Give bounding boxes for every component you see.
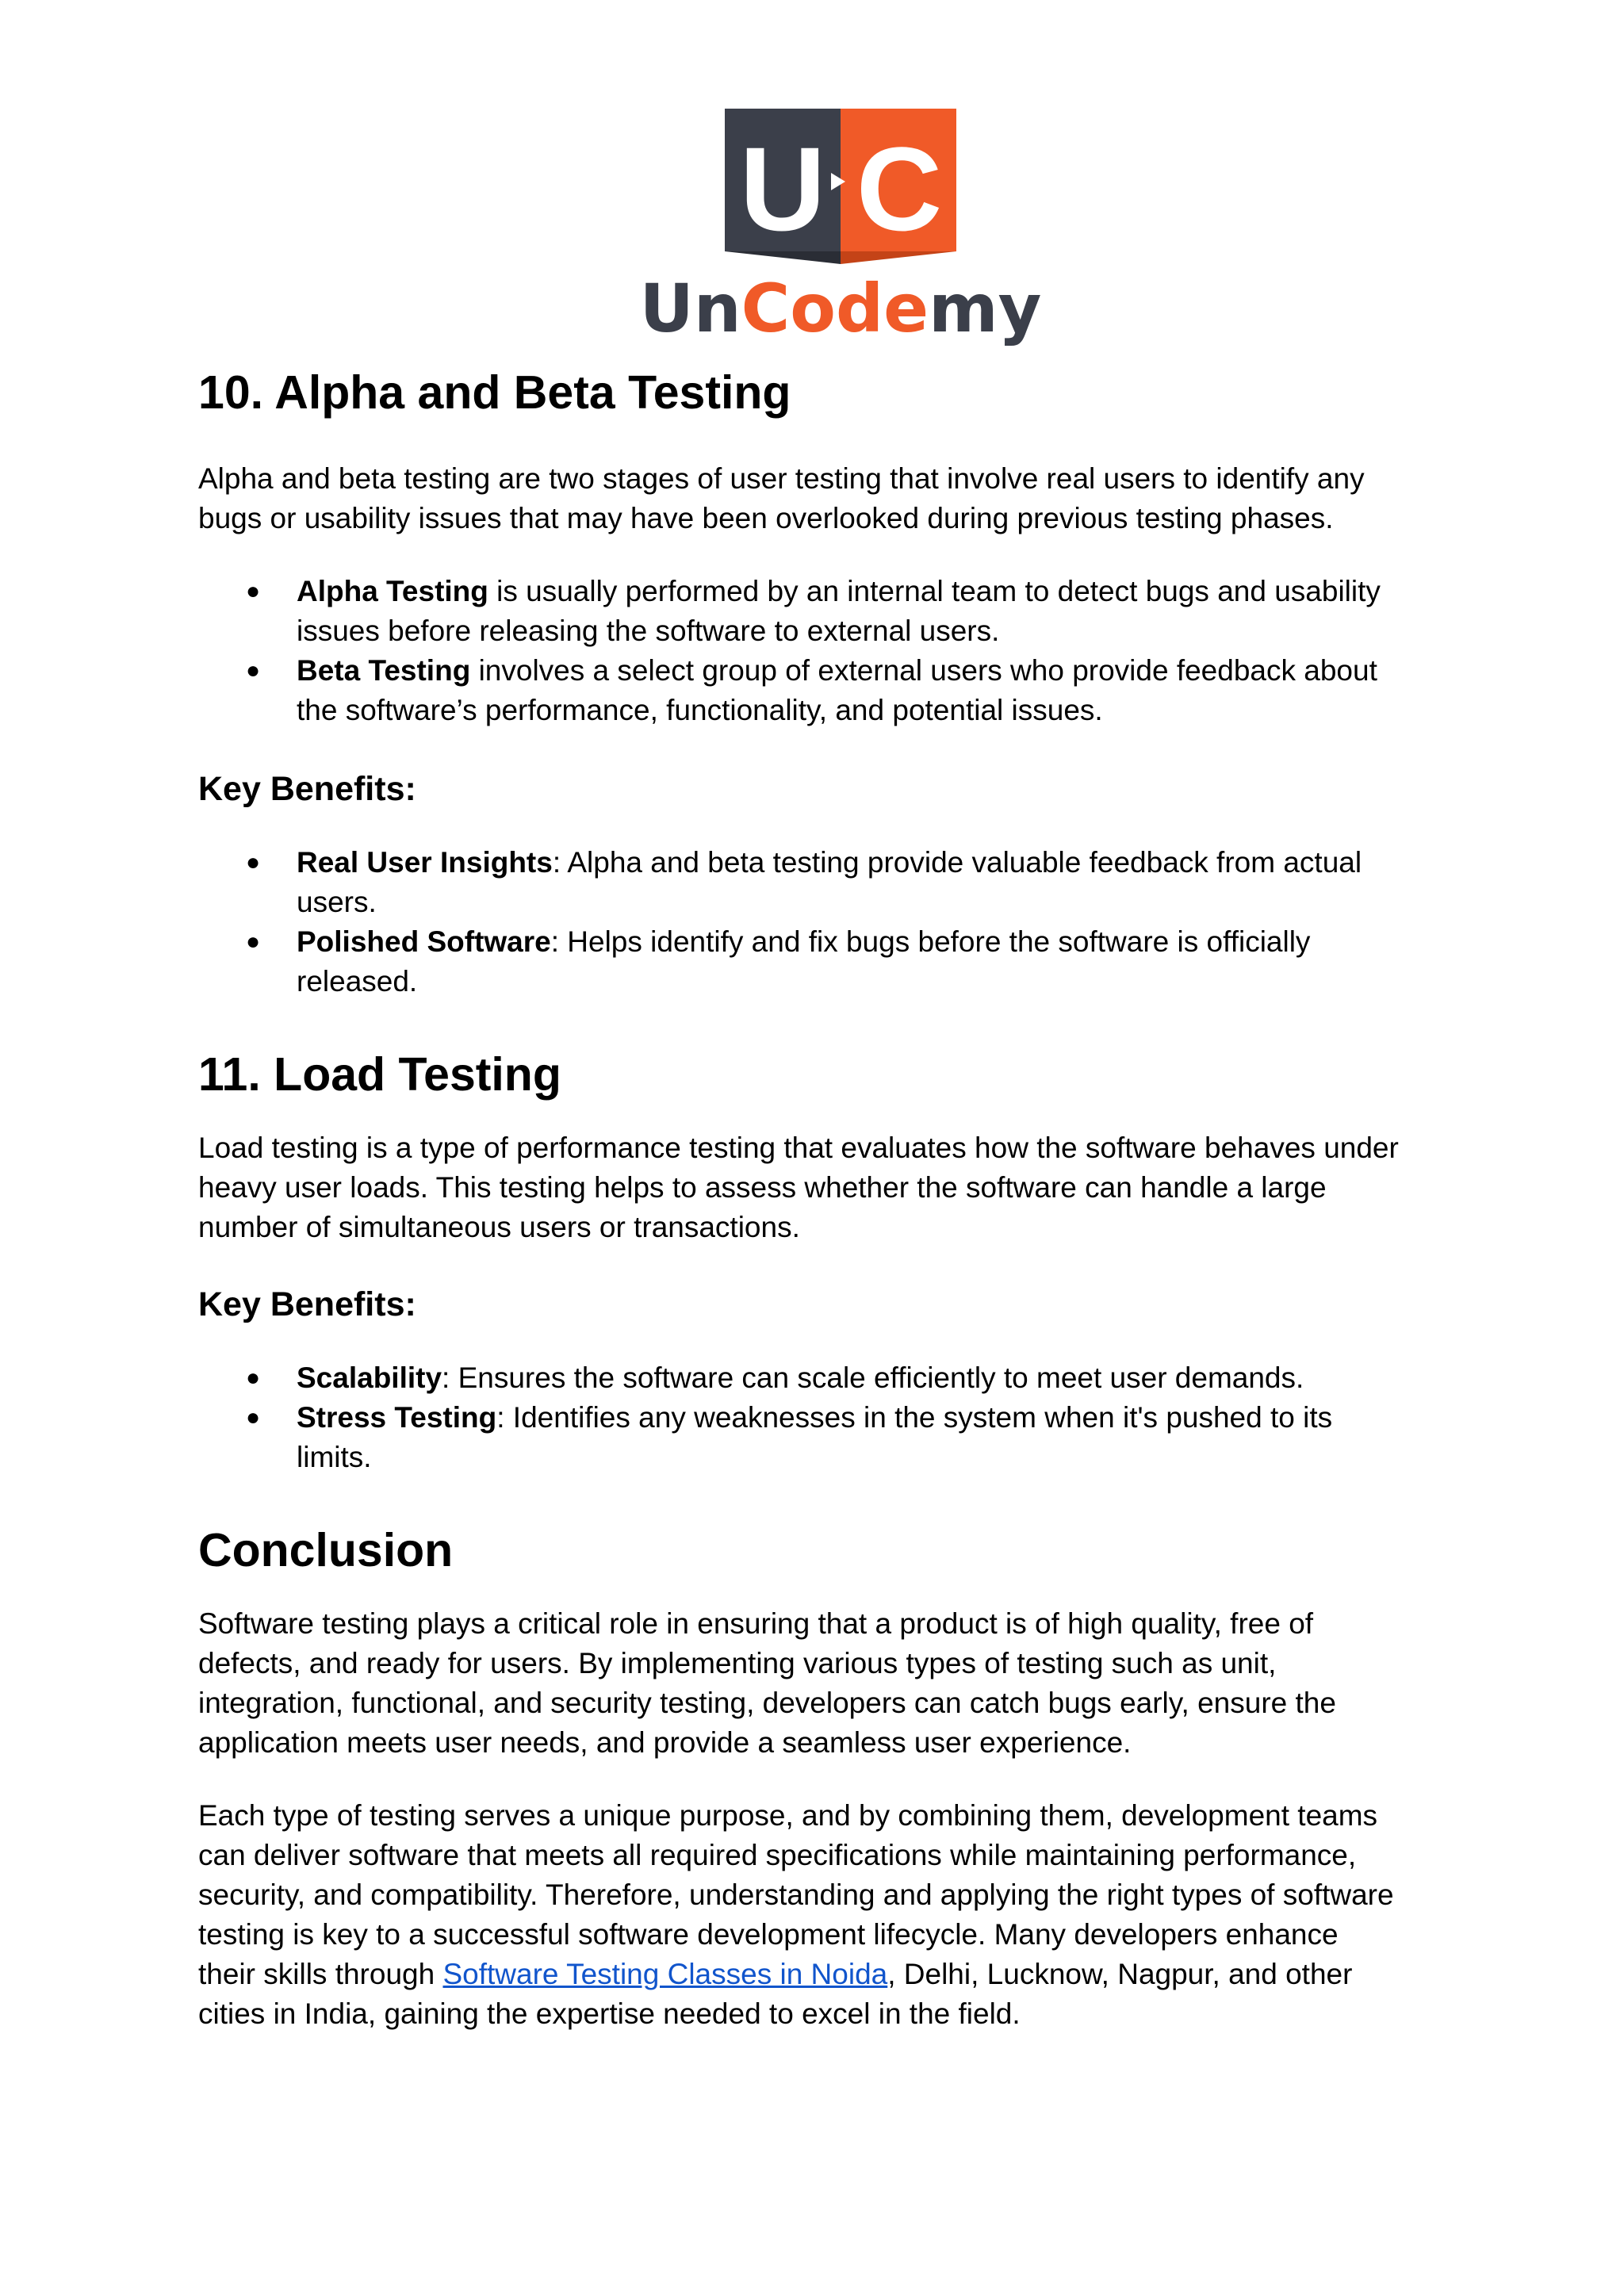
list-item bbox=[198, 1358, 1451, 1398]
list-item-text: is usually performed by an internal team to detect bugs and usability bbox=[488, 575, 1381, 607]
list-item-text: released. bbox=[297, 965, 418, 998]
conclusion-heading: Conclusion bbox=[198, 1524, 454, 1576]
section-10-heading: 10. Alpha and Beta Testing bbox=[198, 366, 791, 419]
conclusion-line: can deliver software that meets all required specifications while maintaining performance, bbox=[198, 1839, 1357, 1871]
list-item-text: issues before releasing the software to external users. bbox=[297, 615, 1000, 647]
conclusion-line: application meets user needs, and provide a seamless user experience. bbox=[198, 1726, 1132, 1759]
list-item-text: : Alpha and beta testing provide valuable feedback from actual bbox=[552, 846, 1362, 879]
section-11-intro-line: number of simultaneous users or transactions. bbox=[198, 1211, 800, 1243]
list-item bbox=[198, 651, 1451, 730]
list-item bbox=[198, 922, 1451, 1001]
list-item-term: Scalability bbox=[297, 1361, 442, 1394]
uncodemy-logo bbox=[0, 103, 1624, 347]
section-10-benefits-list bbox=[198, 843, 1451, 1001]
conclusion-line: cities in India, gaining the expertise needed to excel in the field. bbox=[198, 1997, 1021, 2030]
section-10-intro-line: bugs or usability issues that may have been overlooked during previous testing phases. bbox=[198, 502, 1334, 534]
section-11-intro-line: Load testing is a type of performance testing that evaluates how the software behaves under bbox=[198, 1132, 1399, 1164]
section-11-benefits-list bbox=[198, 1358, 1451, 1477]
bullet-icon: ● bbox=[246, 929, 261, 955]
bullet-icon: ● bbox=[246, 1404, 261, 1430]
section-10-intro bbox=[198, 459, 1451, 538]
wordmark-code: Code bbox=[741, 270, 929, 347]
logo-letter-u: U bbox=[739, 122, 826, 255]
section-10-benefits-heading: Key Benefits: bbox=[198, 770, 416, 808]
conclusion-line: , Delhi, Lucknow, Nagpur, and other bbox=[887, 1958, 1353, 1990]
logo-letter-c: C bbox=[856, 122, 943, 255]
conclusion-line: security, and compatibility. Therefore, understanding and applying the right types of software bbox=[198, 1878, 1394, 1911]
logo-wordmark bbox=[640, 270, 1042, 347]
list-item-text: : Identifies any weaknesses in the system when it's pushed to its bbox=[496, 1401, 1333, 1434]
conclusion-line: Each type of testing serves a unique purpose, and by combining them, development teams bbox=[198, 1799, 1378, 1832]
section-11-intro-line: heavy user loads. This testing helps to assess whether the software can handle a large bbox=[198, 1171, 1327, 1204]
conclusion-line: integration, functional, and security testing, developers can catch bugs early, ensure the bbox=[198, 1687, 1336, 1719]
list-item-term: Alpha Testing bbox=[297, 575, 488, 607]
list-item-term: Stress Testing bbox=[297, 1401, 497, 1434]
conclusion-line: defects, and ready for users. By implementing various types of testing such as unit, bbox=[198, 1647, 1277, 1679]
bullet-icon: ● bbox=[246, 1365, 261, 1391]
software-testing-classes-link[interactable]: Software Testing Classes in Noida bbox=[442, 1958, 888, 1990]
bullet-icon: ● bbox=[246, 849, 261, 875]
bullet-icon: ● bbox=[246, 657, 261, 684]
list-item-text: the software’s performance, functionality, and potential issues. bbox=[297, 694, 1103, 726]
list-item bbox=[198, 1398, 1451, 1477]
list-item bbox=[198, 843, 1451, 922]
section-10-intro-line: Alpha and beta testing are two stages of user testing that involve real users to identify any bbox=[198, 462, 1365, 495]
list-item-text: involves a select group of external users who provide feedback about bbox=[470, 654, 1377, 687]
list-item-term: Polished Software bbox=[297, 925, 551, 958]
bullet-icon: ● bbox=[246, 578, 261, 604]
document-body bbox=[198, 349, 1451, 2034]
section-11-intro bbox=[198, 1128, 1451, 1247]
wordmark-my: my bbox=[929, 270, 1042, 347]
conclusion-line: their skills through bbox=[198, 1958, 443, 1990]
section-11-heading: 11. Load Testing bbox=[198, 1048, 561, 1101]
list-item-term: Beta Testing bbox=[297, 654, 471, 687]
conclusion-paragraph-1 bbox=[198, 1604, 1451, 1763]
list-item-text: : Ensures the software can scale efficiently to meet user demands. bbox=[442, 1361, 1304, 1394]
list-item-text: : Helps identify and fix bugs before the software is officially bbox=[550, 925, 1311, 958]
list-item bbox=[198, 572, 1451, 651]
list-item-text: limits. bbox=[297, 1441, 372, 1473]
uncodemy-logo-graphic bbox=[622, 103, 1042, 347]
conclusion-line: Software testing plays a critical role in ensuring that a product is of high quality, free of bbox=[198, 1607, 1314, 1640]
section-11-benefits-heading: Key Benefits: bbox=[198, 1285, 416, 1323]
list-item-text: users. bbox=[297, 886, 377, 918]
wordmark-un: Un bbox=[639, 270, 741, 347]
section-10-list bbox=[198, 572, 1451, 730]
conclusion-paragraph-2 bbox=[198, 1796, 1451, 2034]
list-item-term: Real User Insights bbox=[297, 846, 553, 879]
conclusion-line: testing is key to a successful software development lifecycle. Many developers enhance bbox=[198, 1918, 1339, 1951]
